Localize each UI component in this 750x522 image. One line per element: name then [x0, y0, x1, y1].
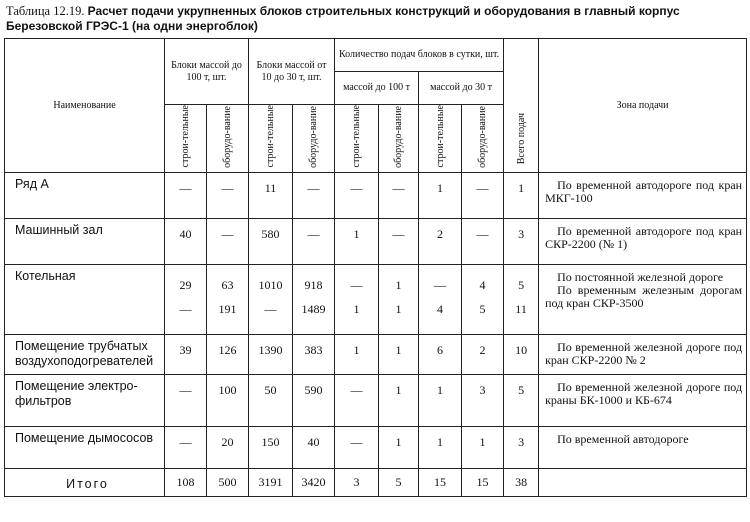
row-value: 40: [165, 219, 207, 265]
row-value: 1: [335, 335, 379, 375]
row-value: 10: [504, 335, 539, 375]
header-equip: оборудо-вание: [379, 105, 419, 173]
row-value: 580: [249, 219, 293, 265]
total-value: 15: [419, 469, 462, 497]
row-value: 126: [207, 335, 249, 375]
row-value: 100: [207, 375, 249, 427]
header-group1: Блоки массой до 100 т, шт.: [165, 39, 249, 105]
row-value: 39: [165, 335, 207, 375]
row-value: —: [379, 219, 419, 265]
header-constr: строи-тельные: [419, 105, 462, 173]
row-value: 383: [293, 335, 335, 375]
header-constr: строи-тельные: [335, 105, 379, 173]
row-value: 1: [335, 219, 379, 265]
row-value: 1: [462, 427, 504, 469]
row-zone: По временной железной дороге под кран СКР-2200 № 2: [539, 335, 747, 375]
header-zone: Зона подачи: [539, 39, 747, 173]
row-value: 1: [379, 335, 419, 375]
table-row: [5, 375, 747, 427]
row-value: 1: [504, 173, 539, 219]
row-value: —: [293, 173, 335, 219]
total-value: 38: [504, 469, 539, 497]
header-sub1: массой до 100 т: [335, 72, 419, 105]
row-value: —: [165, 173, 207, 219]
table-row: [5, 219, 747, 265]
header-constr: строи-тельные: [165, 105, 207, 173]
row-value: 1: [379, 375, 419, 427]
caption-title: Расчет подачи укрупненных блоков строительных конструкций и оборудования в главный корпус Березовской ГРЭС-1 (на одни энергоблок): [6, 4, 680, 33]
row-value: 40: [293, 427, 335, 469]
row-value: 11: [249, 173, 293, 219]
row-value: —: [165, 375, 207, 427]
row-value: 4 5: [462, 265, 504, 335]
table-row: [5, 265, 747, 335]
row-value: — 1: [335, 265, 379, 335]
total-value: 500: [207, 469, 249, 497]
row-value: 590: [293, 375, 335, 427]
data-table: [4, 38, 747, 497]
row-name: Ряд А: [5, 173, 165, 219]
row-zone: По постоянной железной дороге По временным железным дорогам под кран СКР-3500: [539, 265, 747, 335]
row-value: —: [207, 219, 249, 265]
total-value: 108: [165, 469, 207, 497]
header-equip: оборудо-вание: [207, 105, 249, 173]
caption-prefix: Таблица 12.19.: [6, 4, 85, 18]
header-name: Наименование: [5, 39, 165, 173]
row-value: 29 —: [165, 265, 207, 335]
row-value: 3: [462, 375, 504, 427]
row-zone: По временной автодороге: [539, 427, 747, 469]
row-name: Котельная: [5, 265, 165, 335]
row-name: Помещение трубчатых воздухоподогревателей: [5, 335, 165, 375]
row-value: —: [379, 173, 419, 219]
total-value: 3191: [249, 469, 293, 497]
row-value: —: [462, 173, 504, 219]
row-value: 63 191: [207, 265, 249, 335]
row-value: 918 1489: [293, 265, 335, 335]
row-value: —: [207, 173, 249, 219]
total-value: 3420: [293, 469, 335, 497]
row-value: 1 1: [379, 265, 419, 335]
row-value: 5: [504, 375, 539, 427]
row-value: 2: [462, 335, 504, 375]
row-value: 150: [249, 427, 293, 469]
table-row: [5, 427, 747, 469]
row-value: —: [165, 427, 207, 469]
row-name: Помещение электро-фильтров: [5, 375, 165, 427]
header-group2: Блоки массой от 10 до 30 т, шт.: [249, 39, 335, 105]
header-constr: строи-тельные: [249, 105, 293, 173]
table-row: [5, 335, 747, 375]
total-value: 3: [335, 469, 379, 497]
row-value: 3: [504, 219, 539, 265]
table-row: [5, 173, 747, 219]
row-value: 1390: [249, 335, 293, 375]
row-value: — 4: [419, 265, 462, 335]
row-value: —: [335, 173, 379, 219]
header-group3: Количество подач блоков в сутки, шт.: [335, 39, 504, 72]
row-value: 6: [419, 335, 462, 375]
row-value: 1: [379, 427, 419, 469]
total-value: 15: [462, 469, 504, 497]
table-caption: [6, 4, 746, 34]
row-value: 1010 —: [249, 265, 293, 335]
header-equip: оборудо-вание: [293, 105, 335, 173]
row-value: —: [335, 427, 379, 469]
row-value: 5 11: [504, 265, 539, 335]
row-value: 3: [504, 427, 539, 469]
row-zone: По временной железной дороге под краны БК-1000 и КБ-674: [539, 375, 747, 427]
header-equip: оборудо-вание: [462, 105, 504, 173]
row-zone: По временной автодороге под кран МКГ-100: [539, 173, 747, 219]
row-value: 20: [207, 427, 249, 469]
row-value: 50: [249, 375, 293, 427]
total-value: 5: [379, 469, 419, 497]
row-value: —: [335, 375, 379, 427]
row-value: 1: [419, 375, 462, 427]
header-total: Всего подач: [504, 39, 539, 173]
row-name: Помещение дымососов: [5, 427, 165, 469]
row-value: 1: [419, 173, 462, 219]
total-row: [5, 469, 747, 497]
row-value: —: [462, 219, 504, 265]
total-label: Итого: [5, 469, 165, 497]
row-value: 2: [419, 219, 462, 265]
row-value: —: [293, 219, 335, 265]
total-zone: [539, 469, 747, 497]
row-value: 1: [419, 427, 462, 469]
row-zone: По временной автодороге под кран СКР-2200 (№ 1): [539, 219, 747, 265]
row-name: Машинный зал: [5, 219, 165, 265]
header-sub2: массой до 30 т: [419, 72, 504, 105]
